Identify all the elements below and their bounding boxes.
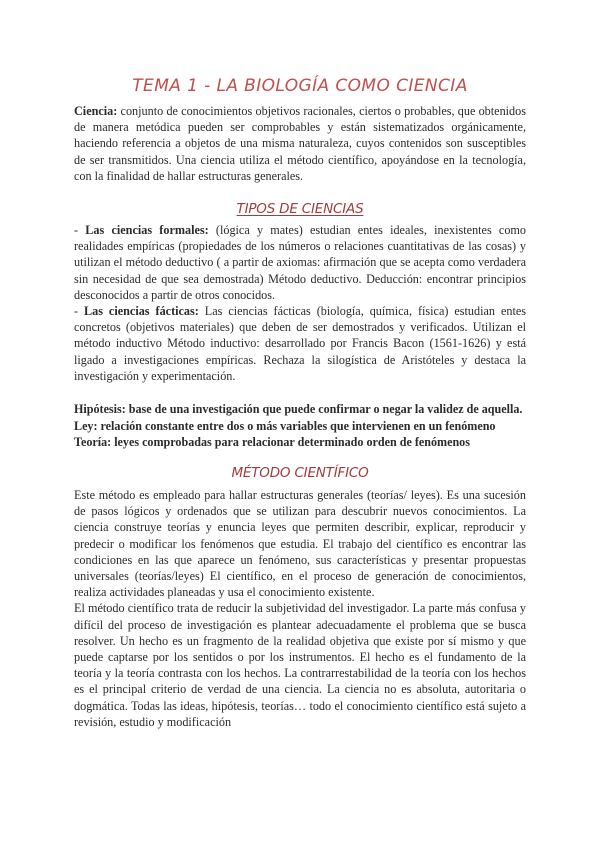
definitions-section bbox=[74, 401, 526, 451]
ciencia-paragraph bbox=[74, 103, 526, 184]
tipos-heading: TIPOS DE CIENCIAS bbox=[236, 201, 364, 217]
hipotesis-definition: Hipótesis: base de una investigación que puede confirmar o negar la validez de aquella. bbox=[74, 402, 523, 416]
facticas-text: Las ciencias fácticas (biología, química, física) estudian entes concretos (objetivos materiales) que deben de ser demostrados y verificados. Utilizan el método inductivo Método inductivo: desarrollado por Francis Bacon (1561-1626) y está ligado a investigaciones empíricas. Rechaza la silogística de Aristóteles y destaca la investigación y experimentación. bbox=[74, 304, 526, 383]
facticas-paragraph bbox=[74, 303, 526, 384]
facticas-bullet: - bbox=[74, 304, 85, 319]
teoria-definition: Teoría: leyes comprobadas para relacionar determinado orden de fenómenos bbox=[74, 435, 470, 449]
ley-definition: Ley: relación constante entre dos o más variables que intervienen en un fenómeno bbox=[74, 418, 496, 433]
ciencia-text: conjunto de conocimientos objetivos racionales, ciertos o probables, que obtenidos de manera metódica pueden ser comprobables y están sistematizados orgánicamente, haciendo referencia a objetos de una misma naturaleza, cuyos contenidos son susceptibles de ser transmitidos. Una ciencia utiliza el método científico, apoyándose en la tecnología, con la finalidad de hallar estructuras generales. bbox=[74, 104, 526, 183]
tipos-section bbox=[74, 222, 526, 384]
formales-paragraph bbox=[74, 222, 526, 303]
ciencia-section bbox=[74, 103, 526, 184]
metodo-paragraph-2: El método científico trata de reducir la subjetividad del investigador. La parte más confusa y difícil del proceso de investigación es plantear adecuadamente el problema que se busca resolver. Un hecho es un fragmento de la realidad objetiva que existe por sí mismo y que puede captarse por los sentidos o por los instrumentos. El hecho es el fundamento de la teoría y la teoría contrasta con los hechos. La contrarrestabilidad de la teoría con los hechos es el principal criterio de verdad de una ciencia. La ciencia no es absoluta, autoritaria o dogmática. Todas las ideas, hipótesis, teorías… todo el conocimiento científico está sujeto a revisión, estudio y modificación bbox=[74, 601, 526, 729]
ciencia-term: Ciencia: bbox=[74, 104, 118, 118]
metodo-section bbox=[74, 487, 526, 730]
formales-bullet: - bbox=[74, 223, 86, 237]
document-title: TEMA 1 - LA BIOLOGÍA COMO CIENCIA bbox=[132, 76, 468, 96]
formales-text: (lógica y mates) estudian entes ideales, inexistentes como realidades empíricas (propiedades de los números o relaciones cuantitativas de las cosas) y utilizan el método deductivo ( a partir de axiomas: afirmación que se acepta como verdadera sin necesidad de que sea demostrada) Método deductivo. Deducción: encontrar principios desconocidos a partir de otros conocidos. bbox=[74, 223, 526, 302]
facticas-term: Las ciencias fácticas: bbox=[84, 304, 199, 319]
metodo-paragraph-1: Este método es empleado para hallar estructuras generales (teorías/ leyes). Es una sucesión de pasos lógicos y ordenados que se utilizan para descubrir nuevos conocimientos. La ciencia construye teorías y enuncia leyes que permiten describir, explicar, reproducir y predecir o modificar los fenómenos que estudia. El trabajo del científico es encontrar las condiciones en las que aparece un fenómeno, sus características y presentar propuestas universales (teorías/leyes) El científico, en el proceso de generación de conocimientos, realiza actividades planeadas y usa el conocimiento existente. bbox=[74, 488, 526, 600]
metodo-heading: MÉTODO CIENTÍFICO bbox=[231, 465, 369, 481]
formales-term: Las ciencias formales: bbox=[85, 223, 209, 237]
